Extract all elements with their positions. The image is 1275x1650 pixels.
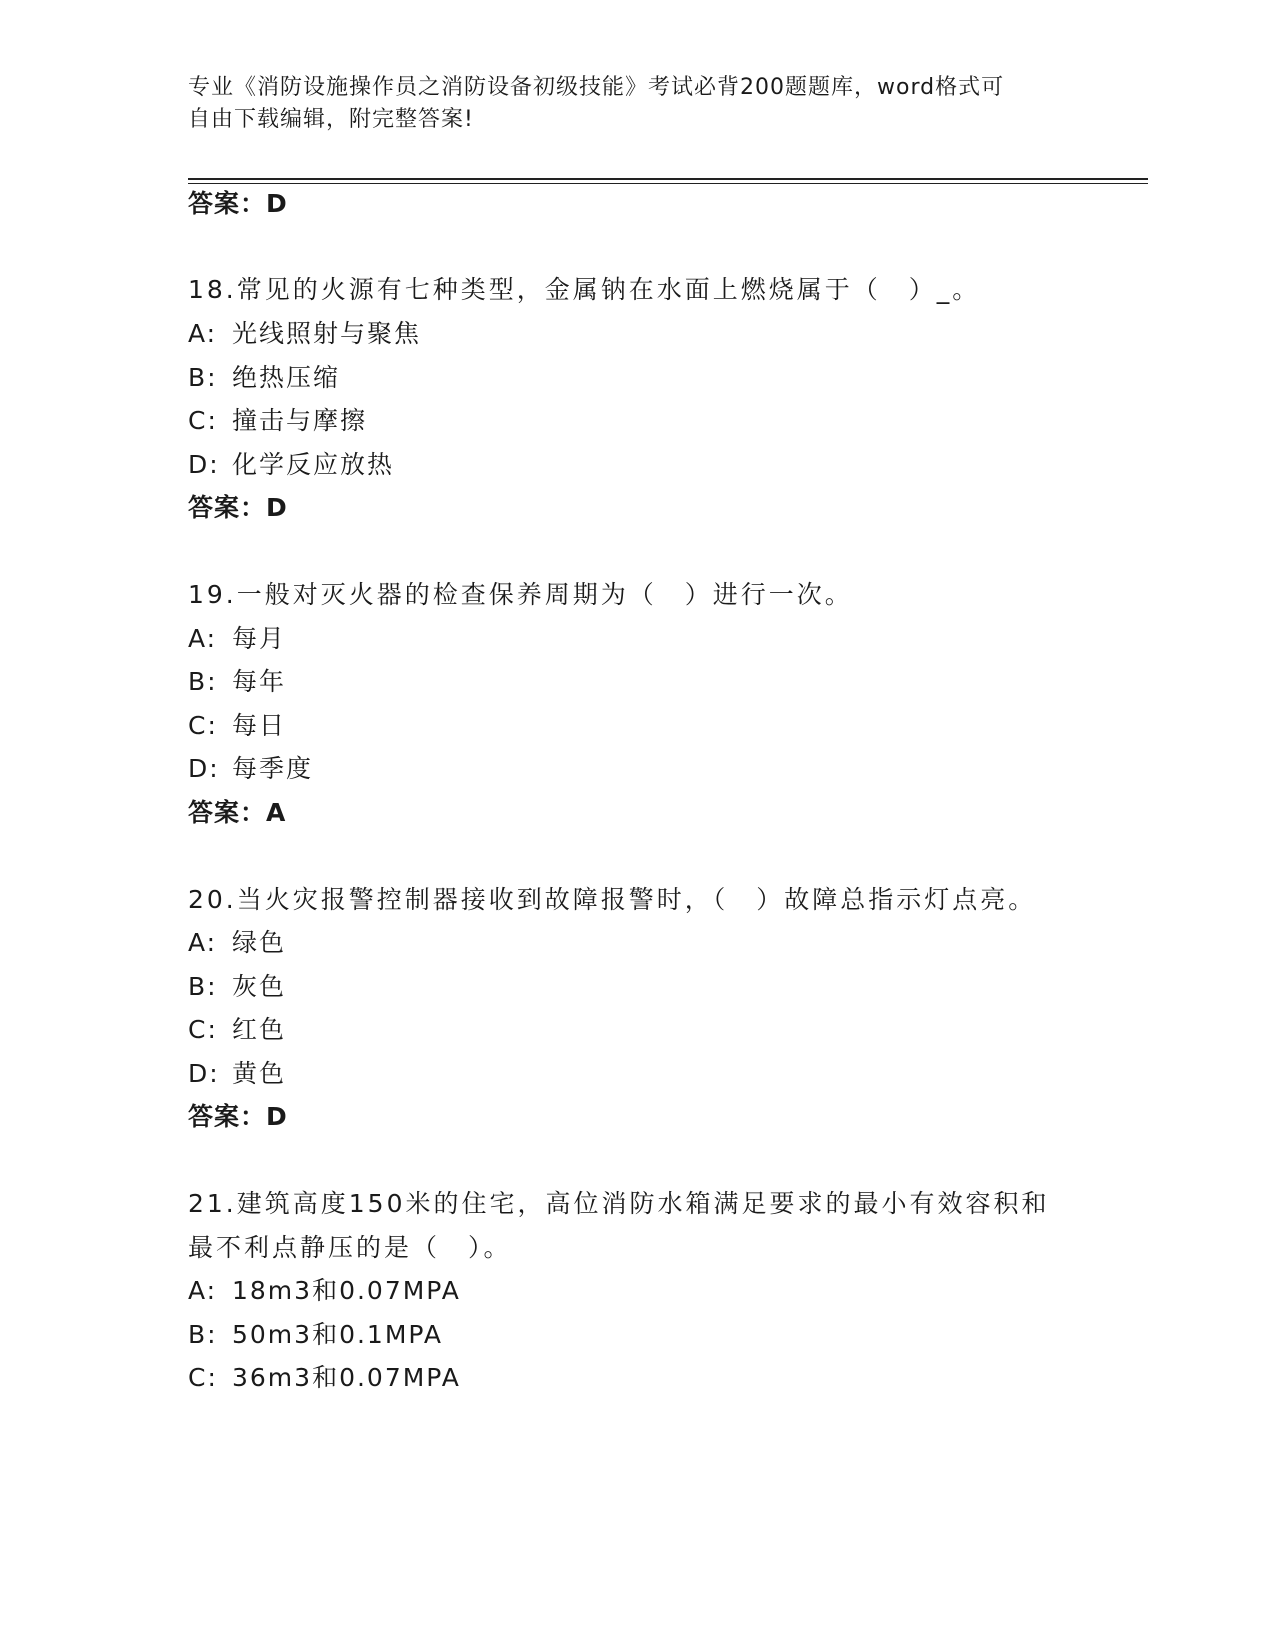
option-letter: B: (188, 972, 218, 1001)
option-letter: D: (188, 754, 220, 783)
option-letter: C: (188, 406, 218, 435)
header-divider-thin (188, 183, 1148, 184)
header-line-1: 专业《消防设施操作员之消防设备初级技能》考试必背200题题库，word格式可 (188, 75, 1005, 100)
answer-18: 答案：D (188, 493, 288, 522)
option-text: 36m3和0.07MPA (232, 1363, 461, 1392)
question-19-text: 19.一般对灭火器的检查保养周期为（ ）进行一次。 (188, 580, 853, 609)
header-divider-thick (188, 178, 1148, 180)
question-20-option-d (188, 1058, 286, 1090)
answer-19: 答案：A (188, 798, 287, 827)
option-letter: B: (188, 667, 218, 696)
option-text: 每季度 (232, 754, 314, 783)
option-text: 黄色 (232, 1059, 287, 1088)
question-18-option-c (188, 405, 367, 437)
question-19-option-b (188, 666, 286, 698)
question-19-option-d (188, 753, 313, 785)
option-text: 光线照射与聚焦 (232, 319, 422, 348)
question-21-text-line-1: 21.建筑高度150米的住宅，高位消防水箱满足要求的最小有效容积和 (188, 1189, 1050, 1218)
option-letter: A: (188, 624, 218, 653)
option-text: 每年 (232, 667, 287, 696)
option-letter: A: (188, 1276, 218, 1305)
answer-17: 答案：D (188, 189, 288, 218)
question-20-option-b (188, 971, 286, 1003)
option-text: 灰色 (232, 972, 287, 1001)
option-text: 每日 (232, 711, 287, 740)
option-letter: A: (188, 928, 218, 957)
question-18-option-b (188, 362, 340, 394)
question-18-option-d (188, 449, 394, 481)
option-text: 红色 (232, 1015, 287, 1044)
document-header (188, 72, 1068, 136)
question-20-option-c (188, 1014, 286, 1046)
option-letter: C: (188, 1363, 218, 1392)
question-20-text: 20.当火灾报警控制器接收到故障报警时，（ ）故障总指示灯点亮。 (188, 885, 1037, 914)
answer-20: 答案：D (188, 1102, 288, 1131)
option-text: 撞击与摩擦 (232, 406, 368, 435)
option-letter: C: (188, 1015, 218, 1044)
option-letter: B: (188, 363, 218, 392)
question-18-text: 18.常见的火源有七种类型，金属钠在水面上燃烧属于（ ）_。 (188, 275, 981, 304)
option-text: 绿色 (232, 928, 287, 957)
option-text: 18m3和0.07MPA (232, 1276, 461, 1305)
option-text: 每月 (232, 624, 287, 653)
option-text: 化学反应放热 (232, 450, 395, 479)
question-21-option-c (188, 1362, 461, 1394)
option-text: 绝热压缩 (232, 363, 341, 392)
question-21-option-b (188, 1319, 443, 1351)
option-letter: C: (188, 711, 218, 740)
question-19-option-a (188, 623, 286, 655)
option-letter: D: (188, 1059, 220, 1088)
option-letter: A: (188, 319, 218, 348)
option-text: 50m3和0.1MPA (232, 1320, 443, 1349)
question-21-text-line-2: 最不利点静压的是（ ）。 (188, 1233, 512, 1262)
header-line-2: 自由下载编辑，附完整答案! (188, 107, 474, 132)
question-21-option-a (188, 1275, 461, 1307)
option-letter: D: (188, 450, 220, 479)
option-letter: B: (188, 1320, 218, 1349)
question-18-option-a (188, 318, 421, 350)
question-20-option-a (188, 927, 286, 959)
question-19-option-c (188, 710, 286, 742)
